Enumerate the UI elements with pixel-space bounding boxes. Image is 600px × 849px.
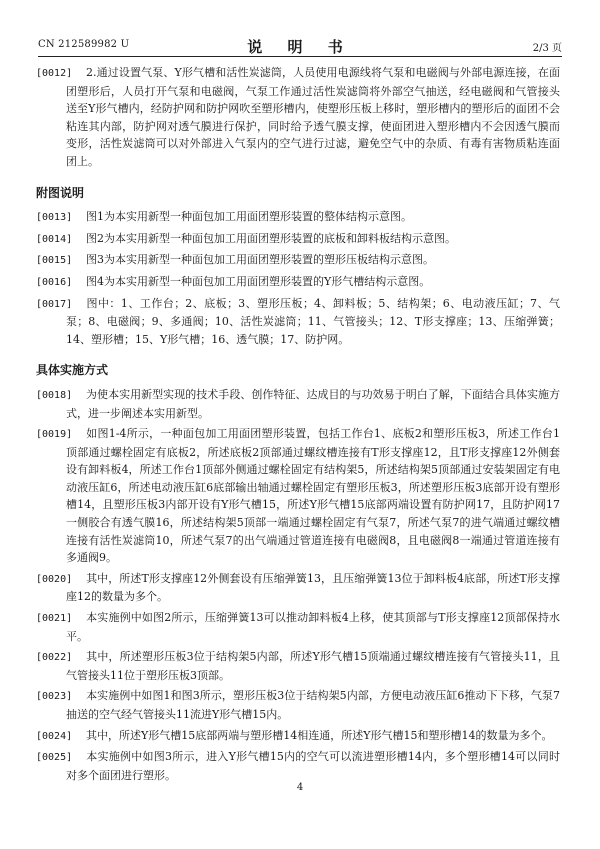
page-indicator: 2/3 页 xyxy=(532,43,562,54)
paragraph-text: 其中，所述塑形压板3位于结构架5内部，所述Y形气槽15顶端通过螺纹槽连接有气管接头11，且气管接头11位于塑形压板3顶部。 xyxy=(66,650,560,682)
paragraph-number: [0021] xyxy=(36,613,73,625)
page-number: 4 xyxy=(296,782,304,793)
paragraph-text: 本实施例中如图3所示，进入Y形气槽15内的空气可以流进塑形槽14内，多个塑形槽14可以同时对多个面团进行塑形。 xyxy=(66,750,560,782)
paragraph-text: 本实施例中如图1和图3所示，塑形压板3位于结构架5内部，方便电动液压缸6推动下下移，气泵7抽送的空气经气管接头11流进Y形气槽15内。 xyxy=(66,689,560,721)
paragraph-number: [0024] xyxy=(36,730,73,742)
paragraph-0013 xyxy=(36,208,560,227)
paragraph-text: 其中，所述Y形气槽15底部两端与塑形槽14相连通，所述Y形气槽15和塑形槽14的数量为多个。 xyxy=(86,728,553,742)
paragraph-number: [0022] xyxy=(36,652,73,664)
paragraph-number: [0014] xyxy=(36,233,73,245)
paragraph-text: 图4为本实用新型一种面包加工用面团塑形装置的Y形气槽结构示意图。 xyxy=(86,274,431,288)
paragraph-number: [0023] xyxy=(36,691,73,703)
paragraph-number: [0016] xyxy=(36,276,73,288)
paragraph-0017 xyxy=(36,295,560,349)
paragraph-0019 xyxy=(36,425,560,567)
paragraph-text: 图中：1、工作台；2、底板；3、塑形压板；4、卸料板；5、结构架；6、电动液压缸；7、气泵；8、电磁阀；9、多通阀；10、活性炭滤筒；11、气管接头；12、T形支撑座；13、压缩弹簧；14、塑形槽；15、Y形气槽；16、透气膜；17、防护网。 xyxy=(66,296,560,346)
paragraph-number: [0015] xyxy=(36,255,73,267)
paragraph-text: 本实施例中如图2所示，压缩弹簧13可以推动卸料板4上移，使其顶部与T形支撑座12顶部保持水平。 xyxy=(66,611,560,643)
paragraph-0022 xyxy=(36,648,560,684)
paragraph-0016 xyxy=(36,273,560,292)
paragraph-0024 xyxy=(36,727,560,746)
paragraph-number: [0017] xyxy=(36,298,73,310)
page-header xyxy=(38,36,562,54)
paragraph-0015 xyxy=(36,251,560,270)
paragraph-0023 xyxy=(36,687,560,723)
header-rule xyxy=(38,56,562,57)
section-heading-figures: 附图说明 xyxy=(36,185,85,200)
paragraph-text: 2.通过设置气泵、Y形气槽和活性炭滤筒，人员使用电源线将气泵和电磁阀与外部电源连接，在面团塑形后，人员打开气泵和电磁阀，气泵工作通过活性炭滤筒将外部空气抽送，经电磁阀和气管接头送至Y形气槽内，经防护网和防护网吹至塑形槽内，使塑形压板上移时，塑形槽内的塑形后的面团不会粘连其内部，防护网对透气膜进行保护，同时给予透气膜支撑，使面团进入塑形槽内不会因透气膜而变形，活性炭滤筒可以对外部进入气泵内的空气进行过滤，避免空气中的杂质、有毒有害物质粘连面团上。 xyxy=(66,66,560,168)
paragraph-number: [0019] xyxy=(36,429,73,441)
paragraph-number: [0013] xyxy=(36,212,73,224)
paragraph-text: 图2为本实用新型一种面包加工用面团塑形装置的底板和卸料板结构示意图。 xyxy=(86,231,456,245)
section-heading-embodiment: 具体实施方式 xyxy=(36,363,109,378)
patent-number: CN 212589982 U xyxy=(38,39,130,50)
paragraph-0018 xyxy=(36,386,560,422)
document-title: 说 明 书 xyxy=(247,38,353,56)
paragraph-text: 图1为本实用新型一种面包加工用面团塑形装置的整体结构示意图。 xyxy=(86,210,412,224)
document-body xyxy=(36,64,560,787)
paragraph-0020 xyxy=(36,570,560,606)
paragraph-text: 为使本实用新型实现的技术手段、创作特征、达成目的与功效易于明白了解，下面结合具体实施方式，进一步阐述本实用新型。 xyxy=(66,387,560,420)
paragraph-number: [0025] xyxy=(36,752,73,764)
paragraph-text: 图3为本实用新型一种面包加工用面团塑形装置的塑形压板结构示意图。 xyxy=(86,253,434,267)
paragraph-number: [0020] xyxy=(36,573,73,585)
paragraph-0012 xyxy=(36,64,560,171)
paragraph-number: [0018] xyxy=(36,389,73,401)
paragraph-text: 如图1-4所示，一种面包加工用面团塑形装置，包括工作台1、底板2和塑形压板3，所述工作台1顶部通过螺栓固定有底板2，所述底板2顶部通过螺纹槽连接有T形支撑座12，且T形支撑座12外侧套设有卸料板4，所述工作台1顶部外侧通过螺栓固定有结构架5，所述结构架5顶部通过安装架固定有电动液压缸6，所述电动液压缸6底部输出轴通过螺栓固定有塑形压板3，所述塑形压板3底部开设有塑形槽14，且塑形压板3内部开设有Y形气槽15，所述Y形气槽15底部两端设置有防护网17，且防护网17一侧胶合有透气膜16，所述结构架5顶部一端通过螺栓固定有气泵7，所述气泵7的进气端通过螺纹槽连接有活性炭滤筒10，所述气泵7的出气端通过管道连接有电磁阀8，且电磁阀8一端通过管道连接有多通阀9。 xyxy=(66,427,560,565)
paragraph-number: [0012] xyxy=(36,68,73,79)
paragraph-0021 xyxy=(36,609,560,645)
paragraph-text: 其中，所述T形支撑座12外侧套设有压缩弹簧13，且压缩弹簧13位于卸料板4底部，所述T形支撑座12的数量为多个。 xyxy=(66,571,560,604)
paragraph-0014 xyxy=(36,230,560,249)
paragraph-0025 xyxy=(36,748,560,784)
